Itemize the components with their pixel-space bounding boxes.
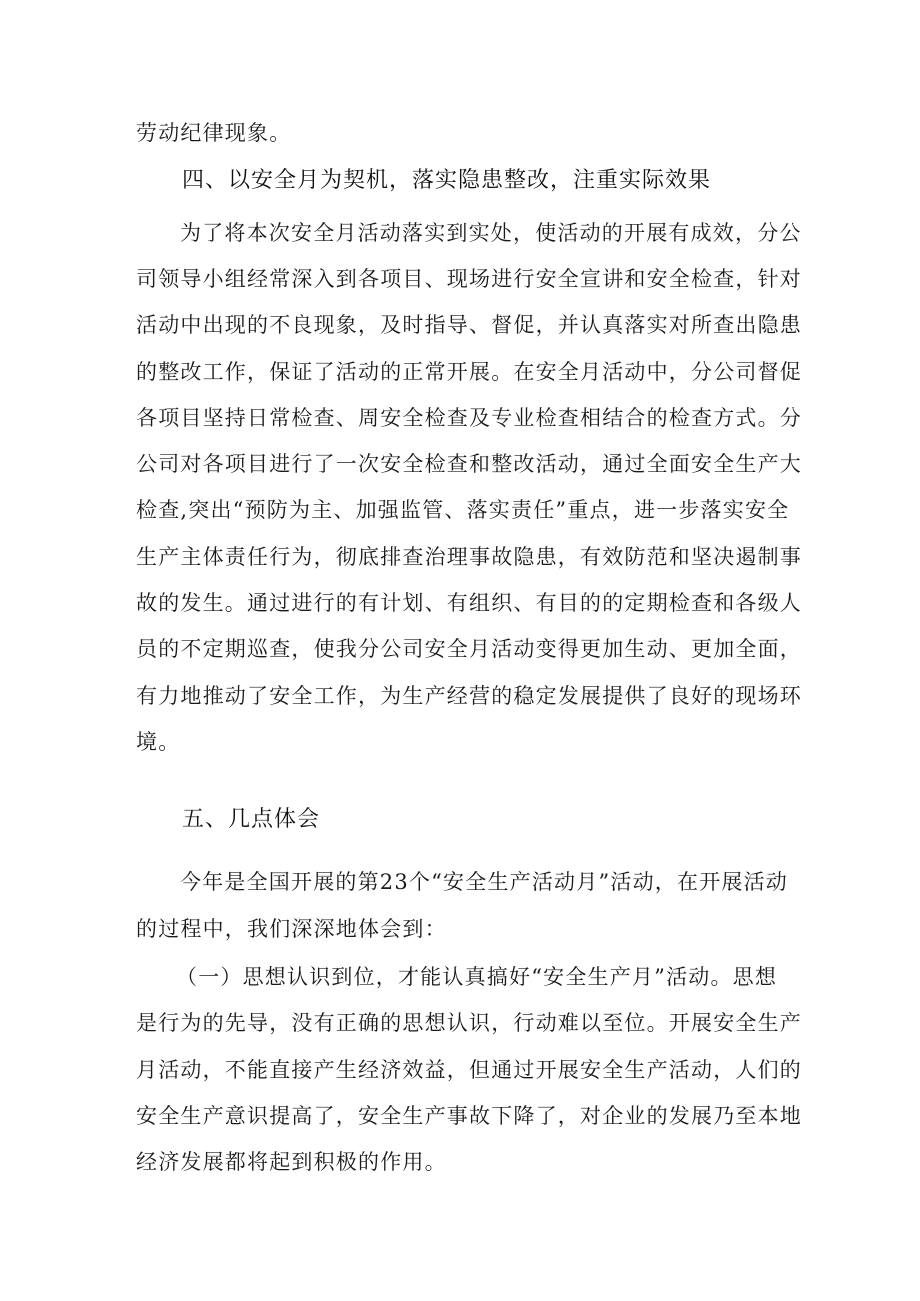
text-line: 为了将本次安全月活动落实到实处，使活动的开展有成效，分公 [180,221,802,245]
text-line: 司领导小组经常深入到各项目、现场进行安全宣讲和安全检查，针对 [136,267,802,291]
text-line: 的整改工作，保证了活动的正常开展。在安全月活动中，分公司督促 [136,360,802,384]
text-line: 经济发展都将起到积极的作用。 [136,1150,447,1174]
text-line: 故的发生。通过进行的有计划、有组织、有目的的定期检查和各级人 [136,591,802,615]
text-line: 生产主体责任行为，彻底排查治理事故隐患，有效防范和坚决遏制事 [136,545,802,569]
text-line: 员的不定期巡查，使我分公司安全月活动变得更加生动、更加全面， [136,637,802,661]
text-line: 各项目坚持日常检查、周安全检查及专业检查相结合的检查方式。分 [136,406,802,430]
text-line: 今年是全国开展的第23个“安全生产活动月”活动，在开展活动 [180,870,788,894]
text-line: 检查,突出“预防为主、加强监管、落实责任”重点，进一步落实安全 [136,498,790,522]
text-line: （一）思想认识到位，才能认真搞好“安全生产月”活动。思想 [176,965,778,989]
section-heading-4: 四、以安全月为契机，落实隐患整改，注重实际效果 [182,168,712,193]
text-line: 活动中出现的不良现象，及时指导、督促，并认真落实对所查出隐患 [136,313,802,337]
text-line: 月活动，不能直接产生经济效益，但通过开展安全生产活动，人们的 [136,1058,802,1082]
text-line: 有力地推动了安全工作，为生产经营的稳定发展提供了良好的现场环 [136,684,802,708]
section-heading-5: 五、几点体会 [182,807,321,832]
text-line: 公司对各项目进行了一次安全检查和整改活动，通过全面安全生产大 [136,452,802,476]
text-line: 的过程中，我们深深地体会到： [136,917,447,941]
text-line: 是行为的先导，没有正确的思想认识，行动难以至位。开展安全生产 [136,1011,802,1035]
text-line: 安全生产意识提高了，安全生产事故下降了，对企业的发展乃至本地 [136,1104,802,1128]
text-line: 境。 [136,730,181,754]
text-line: 劳动纪律现象。 [136,121,292,145]
